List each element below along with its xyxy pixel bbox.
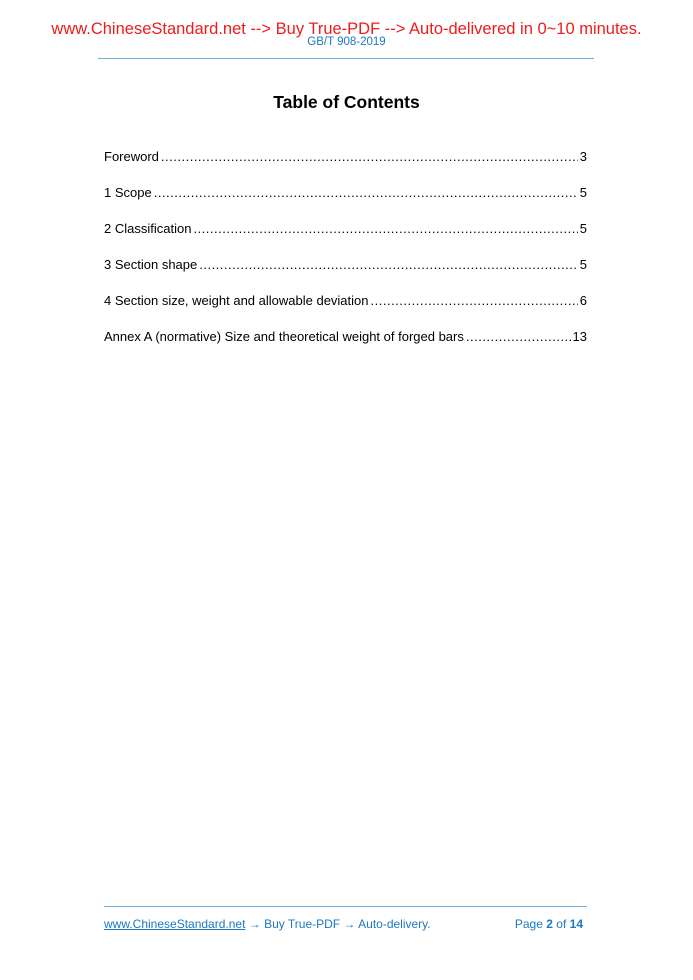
footer-delivery-text: Auto-delivery. <box>358 917 431 931</box>
toc-title: Table of Contents <box>273 92 420 112</box>
toc-entry-label: 1 Scope <box>104 185 152 200</box>
toc-entry-section-size[interactable] <box>104 293 587 329</box>
page-of: of <box>556 917 567 931</box>
header-divider <box>98 58 594 59</box>
toc-leader-dots <box>466 329 571 344</box>
promo-banner[interactable]: www.ChineseStandard.net --> Buy True-PDF --> Auto-delivered in 0~10 minutes. <box>51 20 642 38</box>
toc-leader-dots <box>154 185 578 200</box>
toc-entry-label: Foreword <box>104 149 159 164</box>
toc-entry-page: 5 <box>579 257 587 272</box>
arrow-icon: → <box>340 917 359 931</box>
page-prefix: Page <box>514 917 543 931</box>
site-link[interactable]: www.ChineseStandard.net <box>104 917 246 931</box>
toc-entry-classification[interactable] <box>104 221 587 257</box>
toc-leader-dots <box>199 257 578 272</box>
toc-entry-foreword[interactable] <box>104 149 587 185</box>
toc-entry-label: 4 Section size, weight and allowable deviation <box>104 293 369 308</box>
toc-entry-page: 6 <box>579 293 587 308</box>
table-of-contents <box>104 149 587 365</box>
toc-entry-label: Annex A (normative) Size and theoretical weight of forged bars <box>104 329 464 344</box>
toc-entry-page: 5 <box>579 221 587 236</box>
toc-entry-page: 13 <box>572 329 587 344</box>
toc-entry-label: 2 Classification <box>104 221 192 236</box>
toc-entry-annex-a[interactable] <box>104 329 587 365</box>
toc-entry-page: 3 <box>579 149 587 164</box>
arrow-icon: → <box>245 917 265 931</box>
footer-buy-text: Buy True-PDF <box>264 917 341 931</box>
toc-leader-dots <box>161 149 578 164</box>
toc-entry-scope[interactable] <box>104 185 587 221</box>
toc-leader-dots <box>193 221 577 236</box>
toc-entry-section-shape[interactable] <box>104 257 587 293</box>
page-number <box>515 917 583 931</box>
standard-code: GB/T 908-2019 <box>307 36 386 48</box>
toc-entry-label: 3 Section shape <box>104 257 198 272</box>
page-total: 14 <box>569 917 583 931</box>
page-current: 2 <box>546 917 553 931</box>
toc-leader-dots <box>371 293 578 308</box>
footer-divider <box>104 906 587 907</box>
toc-entry-page: 5 <box>579 185 587 200</box>
footer-links <box>104 917 431 931</box>
